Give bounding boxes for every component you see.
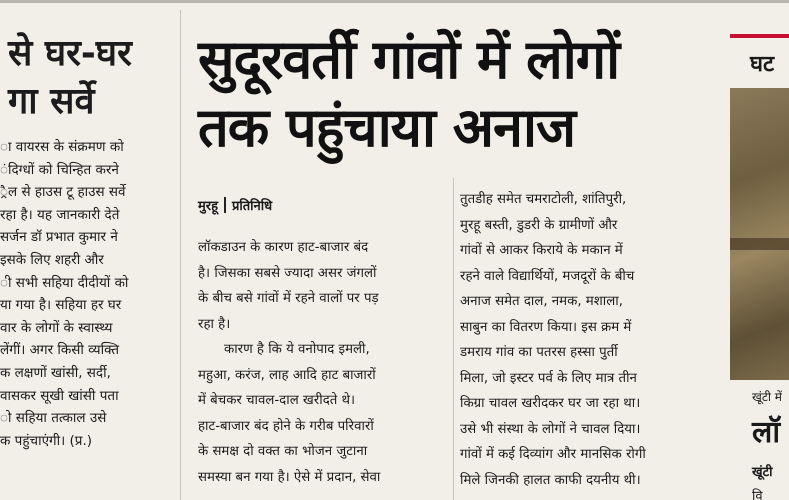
body-line: तुतडीह समेत चमराटोली, शांतिपुरी,	[460, 192, 627, 207]
dateline-byline: प्रतिनिधि	[232, 199, 273, 214]
body-line: अनाज समेत दाल, नमक, मशाला,	[460, 294, 623, 309]
left-body-line: वासकर सूखी खांसी पता	[0, 387, 119, 404]
sidebar-photo-caption: खूंटी में	[752, 390, 782, 404]
left-story-headline	[8, 30, 175, 126]
body-line: रहने वाले विद्यार्थियों, मजदूरों के बीच	[460, 268, 635, 284]
body-line: के बीच बसे गांवों में रहने वालों पर पड़	[198, 291, 379, 306]
dateline-separator	[224, 197, 226, 213]
body-line: के समक्ष दो वक्त का भोजन जुटाना	[198, 444, 368, 459]
left-body-line: ो सहिया तत्काल उसे	[0, 410, 107, 427]
body-line: किग्रा चावल खरीदकर घर जा रहा था।	[460, 396, 641, 411]
body-line: मिला, जो इस्टर पर्व के लिए मात्र तीन	[460, 370, 637, 386]
left-body-line: इसके लिए शहरी और	[0, 251, 104, 268]
sidebar-subheadline: लॉ	[752, 415, 781, 450]
body-line: गांवों में कई दिव्यांग और मानसिक रोगी	[460, 447, 646, 462]
main-headline-line: तक पहुंचाया अनाज	[198, 96, 576, 159]
body-line: उसे भी संस्था के लोगों ने चावल दिया।	[460, 421, 641, 437]
body-line: डमराय गांव का पतरस हस्सा पुर्ती	[460, 345, 618, 360]
column-divider	[180, 10, 181, 500]
body-line: मुरहू बस्ती, डुडरी के ग्रामीणों और	[460, 217, 618, 233]
left-body-line: ंदिग्धों को चिन्हित करने	[0, 161, 119, 178]
left-story-body	[0, 136, 175, 452]
main-headline-line: सुदूरवर्ती गांवों में लोगों	[198, 28, 620, 91]
main-headline	[198, 26, 728, 162]
body-line: मिले जिनकी हालत काफी दयनीय थी।	[460, 472, 641, 488]
left-body-line: लेंगीं। अगर किसी व्यक्ति	[0, 342, 120, 359]
body-line: रहा है।	[198, 316, 231, 332]
body-line: महुआ, करंज, लाह आदि हाट बाजारों	[198, 367, 376, 383]
column-divider	[453, 178, 454, 500]
sidebar-photo	[730, 88, 789, 380]
left-body-line: ा वायरस के संक्रमण को	[0, 139, 124, 155]
left-body-line: सर्जन डॉ प्रभात कुमार ने	[0, 229, 118, 246]
body-line: समस्या बन गया है। ऐसे में प्रदान, सेवा	[198, 469, 381, 485]
left-body-line: या गया है। सहिया हर घर	[0, 297, 122, 314]
left-body-line: रहा है। यह जानकारी देते	[0, 206, 120, 223]
dateline-place: मुरहू	[198, 199, 218, 214]
sidebar-body-text: वि	[752, 489, 763, 500]
right-sidebar-story	[722, 0, 789, 500]
left-story-column	[0, 0, 175, 500]
body-line: हाट-बाजार बंद होने के गरीब परिवारों	[198, 418, 374, 434]
sidebar-accent-bar	[730, 34, 789, 38]
main-body-column-2	[460, 187, 705, 493]
left-headline-line: से घर-घर	[8, 33, 132, 74]
left-body-line: ्रैल से हाउस टू हाउस सर्वे	[0, 184, 126, 201]
body-line: में बेचकर चावल-दाल खरीदते थे।	[198, 393, 356, 408]
left-body-line: ी सभी सहिया दीदीयों को	[0, 274, 129, 291]
left-body-line: वार के लोगों के स्वास्थ्य	[0, 319, 113, 336]
body-line: साबुन का वितरण किया। इस क्रम में	[460, 319, 632, 335]
left-headline-line: गा सर्वे	[8, 81, 95, 122]
body-line: लॉकडाउन के कारण हाट-बाजार बंद	[198, 240, 369, 255]
sidebar-dateline: खूंटी	[752, 465, 773, 480]
left-body-line: क लक्षणों खांसी, सर्दी,	[0, 364, 111, 381]
left-body-line: क पहुंचाएंगी। (प्र.)	[0, 432, 93, 449]
body-line: गांवों से आकर किराये के मकान में	[460, 243, 623, 258]
main-dateline	[198, 196, 272, 214]
body-line: है। जिसका सबसे ज्यादा असर जंगलों	[198, 265, 377, 281]
sidebar-headline: घट	[750, 52, 775, 77]
body-line: कारण है कि ये वनोपाद इमली,	[224, 342, 370, 357]
main-body-column-1	[198, 235, 441, 490]
